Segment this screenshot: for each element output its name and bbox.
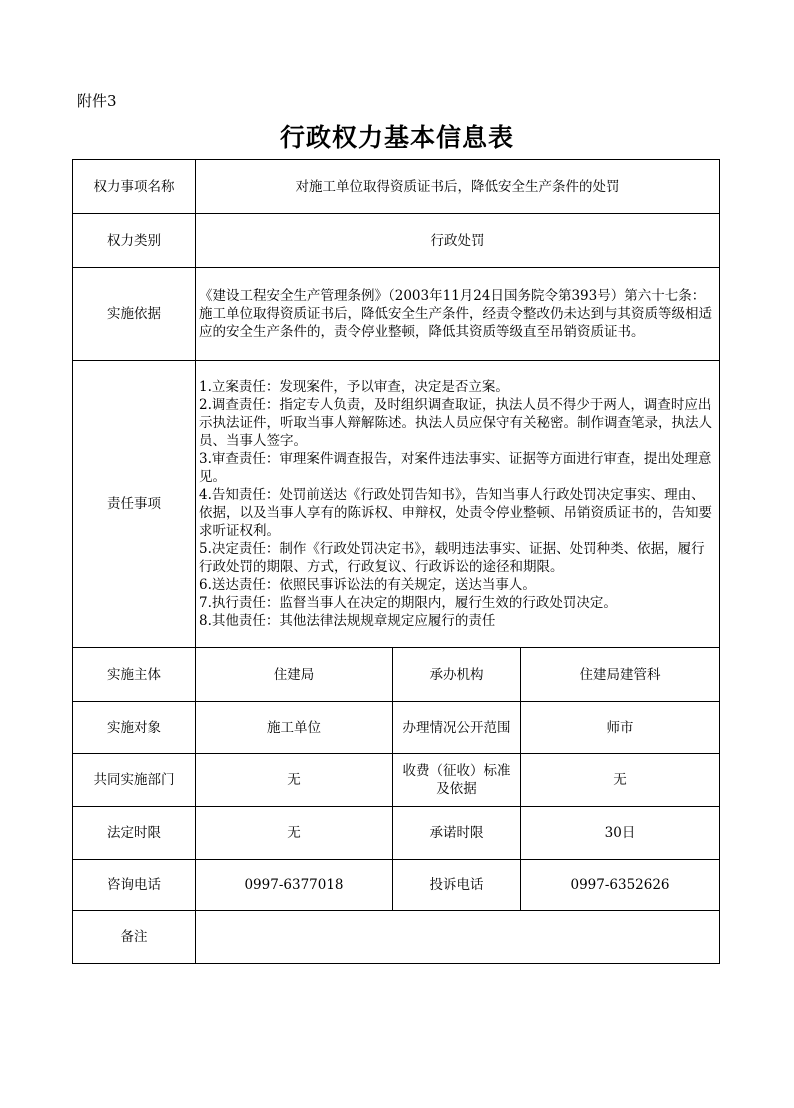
label-promise-limit: 承诺时限: [393, 807, 521, 860]
responsibility-item: 5.决定责任：制作《行政处罚决定书》，载明违法事实、证据、处罚种类、依据，履行行政处罚的期限、方式，行政复议、行政诉讼的途径和期限。: [199, 541, 705, 575]
info-table: [72, 159, 720, 964]
label-phone: 咨询电话: [73, 860, 196, 911]
responsibility-item: 7.执行责任：监督当事人在决定的期限内，履行生效的行政处罚决定。: [199, 595, 617, 611]
value-phone: 0997-6377018: [196, 860, 393, 911]
value-fee: 无: [521, 754, 720, 807]
value-promise-limit: 30日: [521, 807, 720, 860]
value-agency: 住建局建管科: [521, 648, 720, 702]
label-name: 权力事项名称: [73, 160, 196, 214]
row-time-limit: [73, 807, 720, 860]
row-remark: [73, 911, 720, 964]
label-remark: 备注: [73, 911, 196, 964]
label-responsibility: 责任事项: [73, 361, 196, 648]
value-responsibility: [196, 361, 720, 648]
value-subject: 住建局: [196, 648, 393, 702]
label-complaint-phone: 投诉电话: [393, 860, 521, 911]
row-phone: [73, 860, 720, 911]
page-title: 行政权力基本信息表: [279, 123, 514, 152]
value-category: 行政处罚: [196, 214, 720, 268]
row-subject: [73, 648, 720, 702]
value-time-limit: 无: [196, 807, 393, 860]
value-basis: 《建设工程安全生产管理条例》（2003年11月24日国务院令第393号）第六十七条：施工单位取得资质证书后，降低安全生产条件，经责令整改仍未达到与其资质等级相适应的安全生产条件的，责令停业整顿，降低其资质等级直至吊销资质证书。: [196, 268, 720, 361]
label-category: 权力类别: [73, 214, 196, 268]
responsibility-item: 2.调查责任：指定专人负责，及时组织调查取证，执法人员不得少于两人，调查时应出示执法证件，听取当事人辩解陈述。执法人员应保守有关秘密。制作调查笔录，执法人员、当事人签字。: [199, 397, 712, 449]
label-agency: 承办机构: [393, 648, 521, 702]
responsibility-item: 8.其他责任：其他法律法规规章规定应履行的责任: [199, 613, 496, 629]
responsibility-item: 6.送达责任：依照民事诉讼法的有关规定，送达当事人。: [199, 577, 536, 593]
value-target: 施工单位: [196, 702, 393, 754]
responsibility-item: 4.告知责任：处罚前送达《行政处罚告知书》，告知当事人行政处罚决定事实、理由、依据，以及当事人享有的陈诉权、申辩权，处责令停业整顿、吊销资质证书的，告知要求听证权利。: [199, 487, 712, 539]
label-disclosure-scope: 办理情况公开范围: [393, 702, 521, 754]
label-basis: 实施依据: [73, 268, 196, 361]
label-subject: 实施主体: [73, 648, 196, 702]
label-time-limit: 法定时限: [73, 807, 196, 860]
value-disclosure-scope: 师市: [521, 702, 720, 754]
responsibility-item: 1.立案责任：发现案件，予以审查，决定是否立案。: [199, 379, 509, 395]
value-name: 对施工单位取得资质证书后，降低安全生产条件的处罚: [196, 160, 720, 214]
row-basis: [73, 268, 720, 361]
attachment-label: 附件3: [77, 92, 117, 110]
row-name: [73, 160, 720, 214]
value-remark: [196, 911, 720, 964]
row-category: [73, 214, 720, 268]
row-responsibility: [73, 361, 720, 648]
value-complaint-phone: 0997-6352626: [521, 860, 720, 911]
responsibility-item: 3.审查责任：审理案件调查报告，对案件违法事实、证据等方面进行审查，提出处理意见。: [199, 451, 712, 485]
label-joint: 共同实施部门: [73, 754, 196, 807]
row-target: [73, 702, 720, 754]
row-joint: [73, 754, 720, 807]
label-target: 实施对象: [73, 702, 196, 754]
label-fee: 收费（征收）标准及依据: [393, 754, 521, 807]
value-joint: 无: [196, 754, 393, 807]
